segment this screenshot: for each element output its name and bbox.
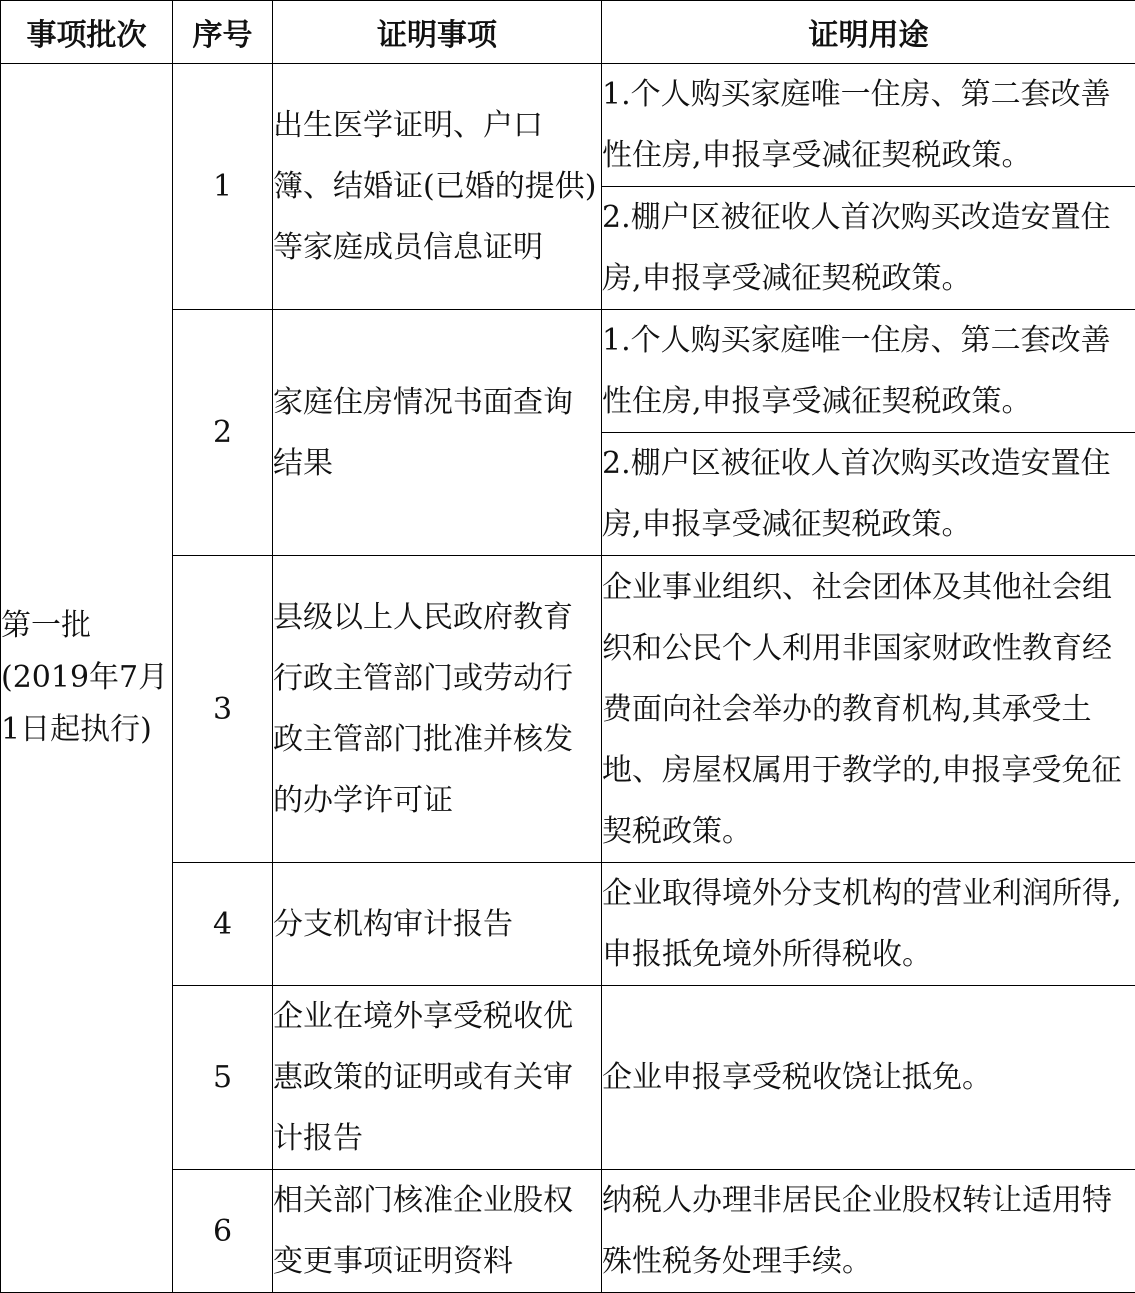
header-use: 证明用途 — [602, 1, 1135, 64]
seq-cell: 1 — [173, 64, 273, 310]
use-cell: 2.棚户区被征收人首次购买改造安置住房,申报享受减征契税政策。 — [602, 433, 1135, 556]
header-item: 证明事项 — [273, 1, 602, 64]
header-batch: 事项批次 — [1, 1, 173, 64]
header-seq: 序号 — [173, 1, 273, 64]
batch-cell: 第一批(2019年7月1日起执行) — [1, 64, 173, 1293]
use-cell: 企业申报享受税收饶让抵免。 — [602, 986, 1135, 1170]
item-cell: 家庭住房情况书面查询结果 — [273, 310, 602, 556]
use-cell: 企业取得境外分支机构的营业利润所得,申报抵免境外所得税收。 — [602, 863, 1135, 986]
seq-cell: 2 — [173, 310, 273, 556]
table-row — [1, 64, 1135, 187]
item-cell: 分支机构审计报告 — [273, 863, 602, 986]
use-cell: 1.个人购买家庭唯一住房、第二套改善性住房,申报享受减征契税政策。 — [602, 64, 1135, 187]
seq-cell: 3 — [173, 556, 273, 863]
item-cell: 县级以上人民政府教育行政主管部门或劳动行政主管部门批准并核发的办学许可证 — [273, 556, 602, 863]
item-cell: 相关部门核准企业股权变更事项证明资料 — [273, 1170, 602, 1293]
use-cell: 纳税人办理非居民企业股权转让适用特殊性税务处理手续。 — [602, 1170, 1135, 1293]
seq-cell: 6 — [173, 1170, 273, 1293]
use-cell: 企业事业组织、社会团体及其他社会组织和公民个人利用非国家财政性教育经费面向社会举办的教育机构,其承受土地、房屋权属用于教学的,申报享受免征契税政策。 — [602, 556, 1135, 863]
seq-cell: 5 — [173, 986, 273, 1170]
item-cell: 出生医学证明、户口簿、结婚证(已婚的提供)等家庭成员信息证明 — [273, 64, 602, 310]
item-cell: 企业在境外享受税收优惠政策的证明或有关审计报告 — [273, 986, 602, 1170]
header-row — [1, 1, 1135, 64]
use-cell: 1.个人购买家庭唯一住房、第二套改善性住房,申报享受减征契税政策。 — [602, 310, 1135, 433]
use-cell: 2.棚户区被征收人首次购买改造安置住房,申报享受减征契税政策。 — [602, 187, 1135, 310]
seq-cell: 4 — [173, 863, 273, 986]
